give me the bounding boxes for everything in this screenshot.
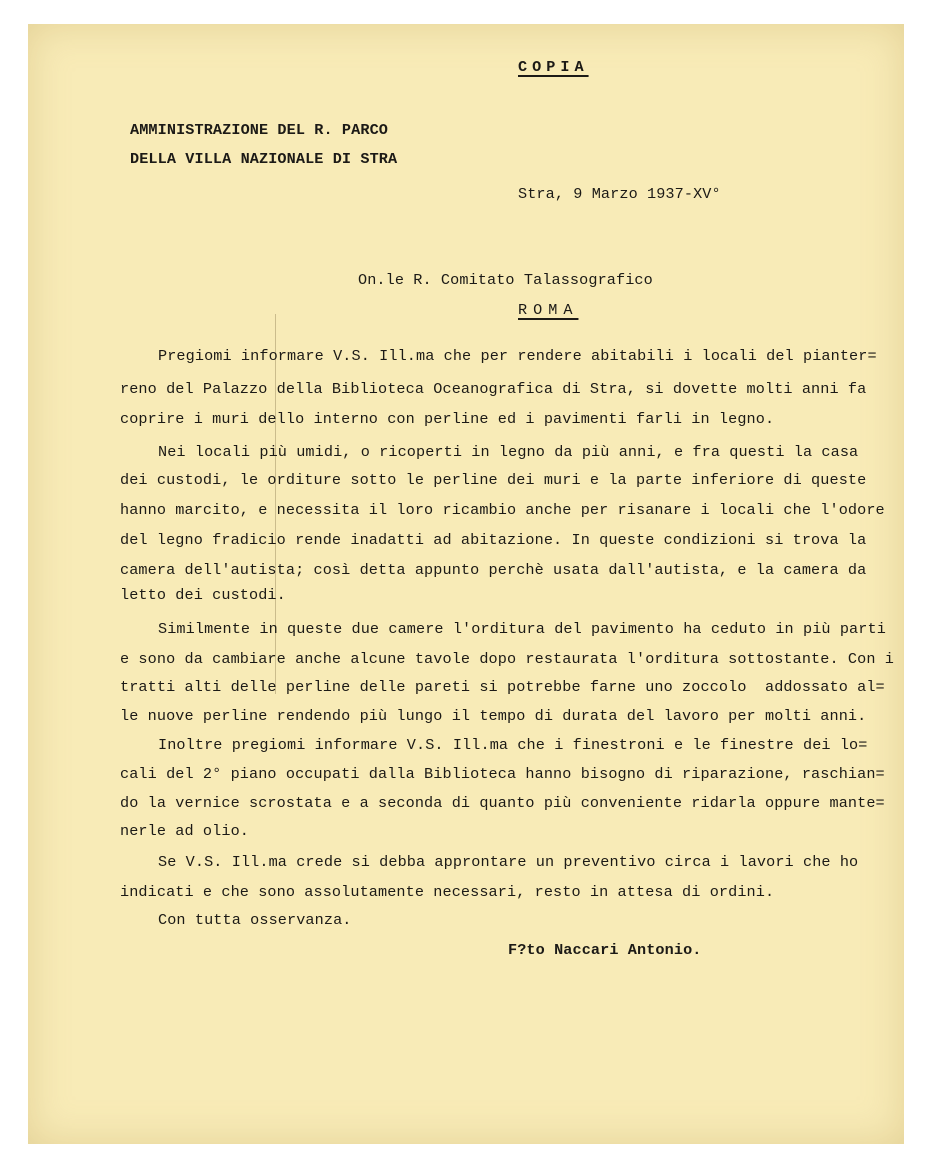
document-sheet <box>28 24 904 1144</box>
body-line: indicati e che sono assolutamente necessari, resto in attesa di ordini. <box>120 883 775 901</box>
body-line: le nuove perline rendendo più lungo il tempo di durata del lavoro per molti anni. <box>120 707 867 725</box>
recipient-city: ROMA <box>518 301 579 319</box>
body-line: do la vernice scrostata e a seconda di quanto più conveniente ridarla oppure mante= <box>120 794 885 812</box>
closing-line: Con tutta osservanza. <box>158 911 352 929</box>
sender-line-2: DELLA VILLA NAZIONALE DI STRA <box>130 150 398 168</box>
sender-line-1: AMMINISTRAZIONE DEL R. PARCO <box>130 121 388 139</box>
copy-heading: COPIA <box>518 58 589 76</box>
body-line: Se V.S. Ill.ma crede si debba approntare un preventivo circa i lavori che ho <box>158 853 859 871</box>
letter-date: Stra, 9 Marzo 1937-XV° <box>518 185 721 203</box>
body-line: coprire i muri dello interno con perline ed i pavimenti farli in legno. <box>120 410 775 428</box>
body-line: letto dei custodi. <box>120 586 286 604</box>
signature: F?to Naccari Antonio. <box>508 941 702 959</box>
body-line: hanno marcito, e necessita il loro ricambio anche per risanare i locali che l'odore <box>120 501 885 519</box>
body-line: reno del Palazzo della Biblioteca Oceanografica di Stra, si dovette molti anni fa <box>120 380 867 398</box>
body-line: tratti alti delle perline delle pareti si potrebbe farne uno zoccolo addossato al= <box>120 678 885 696</box>
body-line: e sono da cambiare anche alcune tavole dopo restaurata l'orditura sottostante. Con i <box>120 650 894 668</box>
body-line: Nei locali più umidi, o ricoperti in legno da più anni, e fra questi la casa <box>158 443 859 461</box>
body-line: nerle ad olio. <box>120 822 249 840</box>
body-line: Similmente in queste due camere l'orditura del pavimento ha ceduto in più parti <box>158 620 886 638</box>
body-line: Pregiomi informare V.S. Ill.ma che per rendere abitabili i locali del pianter= <box>158 347 877 365</box>
body-line: del legno fradicio rende inadatti ad abitazione. In queste condizioni si trova la <box>120 531 867 549</box>
body-line: cali del 2° piano occupati dalla Biblioteca hanno bisogno di riparazione, raschian= <box>120 765 885 783</box>
body-line: dei custodi, le orditure sotto le perline dei muri e la parte inferiore di queste <box>120 471 867 489</box>
recipient-name: On.le R. Comitato Talassografico <box>358 271 653 289</box>
body-line: camera dell'autista; così detta appunto perchè usata dall'autista, e la camera da <box>120 561 867 579</box>
body-line: Inoltre pregiomi informare V.S. Ill.ma che i finestroni e le finestre dei lo= <box>158 736 868 754</box>
